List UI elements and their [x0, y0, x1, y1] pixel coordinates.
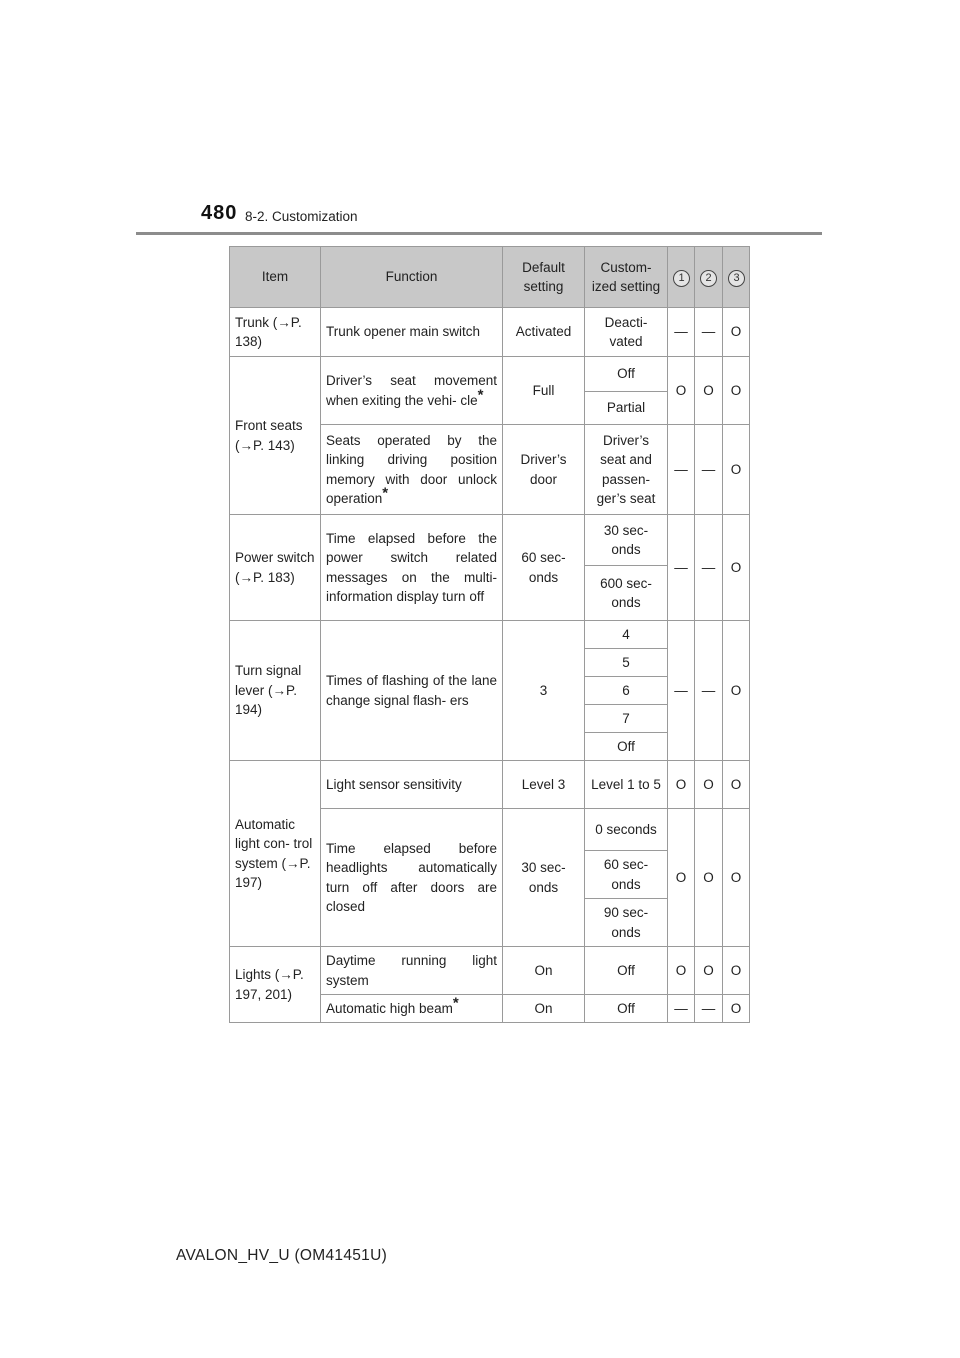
- item-cell: Trunk (→P. 138): [230, 308, 321, 357]
- mark-cell: O: [723, 761, 750, 809]
- mark-cell: —: [668, 621, 695, 761]
- item-cell: Power switch (→P. 183): [230, 515, 321, 621]
- item-cell: Lights (→P. 197, 201): [230, 947, 321, 1023]
- function-cell: Time elapsed before headlights automatically turn off after doors are closed: [321, 809, 503, 947]
- table-row: [230, 947, 750, 995]
- mark-cell: O: [723, 621, 750, 761]
- mark-cell: O: [668, 357, 695, 425]
- mark-cell: —: [668, 515, 695, 621]
- customized-setting-cell: 90 sec- onds: [585, 899, 668, 947]
- mark-cell: O: [668, 947, 695, 995]
- mark-cell: —: [695, 308, 723, 357]
- column-header-1: [668, 247, 695, 308]
- section-title: 8-2. Customization: [245, 209, 358, 224]
- function-text: Seats operated by the linking driving position memory with door unlock operation: [326, 432, 497, 506]
- function-text: Automatic high beam: [326, 1000, 453, 1016]
- table-row: [230, 621, 750, 649]
- column-header-customized-setting: Custom- ized setting: [585, 247, 668, 308]
- mark-cell: O: [723, 515, 750, 621]
- mark-cell: O: [723, 947, 750, 995]
- function-cell: Times of flashing of the lane change signal flash- ers: [321, 621, 503, 761]
- table-row: [230, 308, 750, 357]
- mark-cell: O: [723, 308, 750, 357]
- customized-setting-cell: 7: [585, 705, 668, 733]
- customized-setting-cell: Off: [585, 357, 668, 392]
- default-setting-cell: 60 sec- onds: [503, 515, 585, 621]
- function-text: Driver’s seat movement when exiting the vehi- cle: [326, 373, 497, 408]
- mark-cell: O: [695, 761, 723, 809]
- function-cell: Light sensor sensitivity: [321, 761, 503, 809]
- customized-setting-cell: 5: [585, 649, 668, 677]
- function-cell: Daytime running light system: [321, 947, 503, 995]
- customized-setting-cell: Partial: [585, 392, 668, 425]
- default-setting-cell: On: [503, 947, 585, 995]
- item-cell: Turn signal lever (→P. 194): [230, 621, 321, 761]
- default-setting-cell: 3: [503, 621, 585, 761]
- page-number: 480: [201, 202, 238, 224]
- mark-cell: O: [723, 425, 750, 515]
- default-setting-cell: 30 sec- onds: [503, 809, 585, 947]
- column-header-3: [723, 247, 750, 308]
- customized-setting-cell: Off: [585, 733, 668, 761]
- mark-cell: O: [668, 809, 695, 947]
- mark-cell: —: [695, 995, 723, 1023]
- mark-cell: —: [668, 995, 695, 1023]
- function-cell: [321, 425, 503, 515]
- customized-setting-cell: 30 sec- onds: [585, 515, 668, 566]
- mark-cell: O: [723, 995, 750, 1023]
- asterisk-icon: *: [452, 994, 459, 1012]
- mark-cell: —: [695, 425, 723, 515]
- item-cell: Front seats (→P. 143): [230, 357, 321, 515]
- column-header-item: Item: [230, 247, 321, 308]
- manual-model-footer: AVALON_HV_U (OM41451U): [176, 1247, 388, 1264]
- asterisk-icon: *: [382, 484, 389, 502]
- customized-setting-cell: 4: [585, 621, 668, 649]
- table-row: [230, 357, 750, 392]
- customized-setting-cell: Off: [585, 995, 668, 1023]
- function-cell: [321, 357, 503, 425]
- default-setting-cell: Activated: [503, 308, 585, 357]
- mark-cell: O: [695, 947, 723, 995]
- customized-setting-cell: 600 sec- onds: [585, 566, 668, 621]
- circled-number-3-icon: 3: [728, 270, 745, 287]
- mark-cell: —: [695, 621, 723, 761]
- mark-cell: —: [695, 515, 723, 621]
- column-header-default-setting: Default setting: [503, 247, 585, 308]
- mark-cell: O: [723, 809, 750, 947]
- column-header-2: [695, 247, 723, 308]
- item-cell: Automatic light con- trol system (→P. 197): [230, 761, 321, 947]
- default-setting-cell: Level 3: [503, 761, 585, 809]
- table-row: [230, 761, 750, 809]
- function-cell: Time elapsed before the power switch related messages on the multi- information display turn off: [321, 515, 503, 621]
- mark-cell: O: [668, 761, 695, 809]
- mark-cell: O: [695, 809, 723, 947]
- mark-cell: —: [668, 425, 695, 515]
- circled-number-2-icon: 2: [700, 270, 717, 287]
- function-cell: [321, 995, 503, 1023]
- customized-setting-cell: 0 seconds: [585, 809, 668, 851]
- customized-setting-cell: Driver’s seat and passen- ger’s seat: [585, 425, 668, 515]
- customized-setting-cell: Deacti- vated: [585, 308, 668, 357]
- asterisk-icon: *: [477, 386, 484, 403]
- function-cell: Trunk opener main switch: [321, 308, 503, 357]
- default-setting-cell: Driver’s door: [503, 425, 585, 515]
- mark-cell: O: [723, 357, 750, 425]
- customized-setting-cell: Off: [585, 947, 668, 995]
- column-header-function: Function: [321, 247, 503, 308]
- customized-setting-cell: 60 sec- onds: [585, 851, 668, 899]
- circled-number-1-icon: 1: [673, 270, 690, 287]
- default-setting-cell: Full: [503, 357, 585, 425]
- table-header-row: [230, 247, 750, 308]
- mark-cell: —: [668, 308, 695, 357]
- customized-setting-cell: Level 1 to 5: [585, 761, 668, 809]
- default-setting-cell: On: [503, 995, 585, 1023]
- customized-setting-cell: 6: [585, 677, 668, 705]
- customization-table: [229, 246, 750, 1023]
- table-row: [230, 515, 750, 566]
- header-rule: [136, 232, 822, 235]
- mark-cell: O: [695, 357, 723, 425]
